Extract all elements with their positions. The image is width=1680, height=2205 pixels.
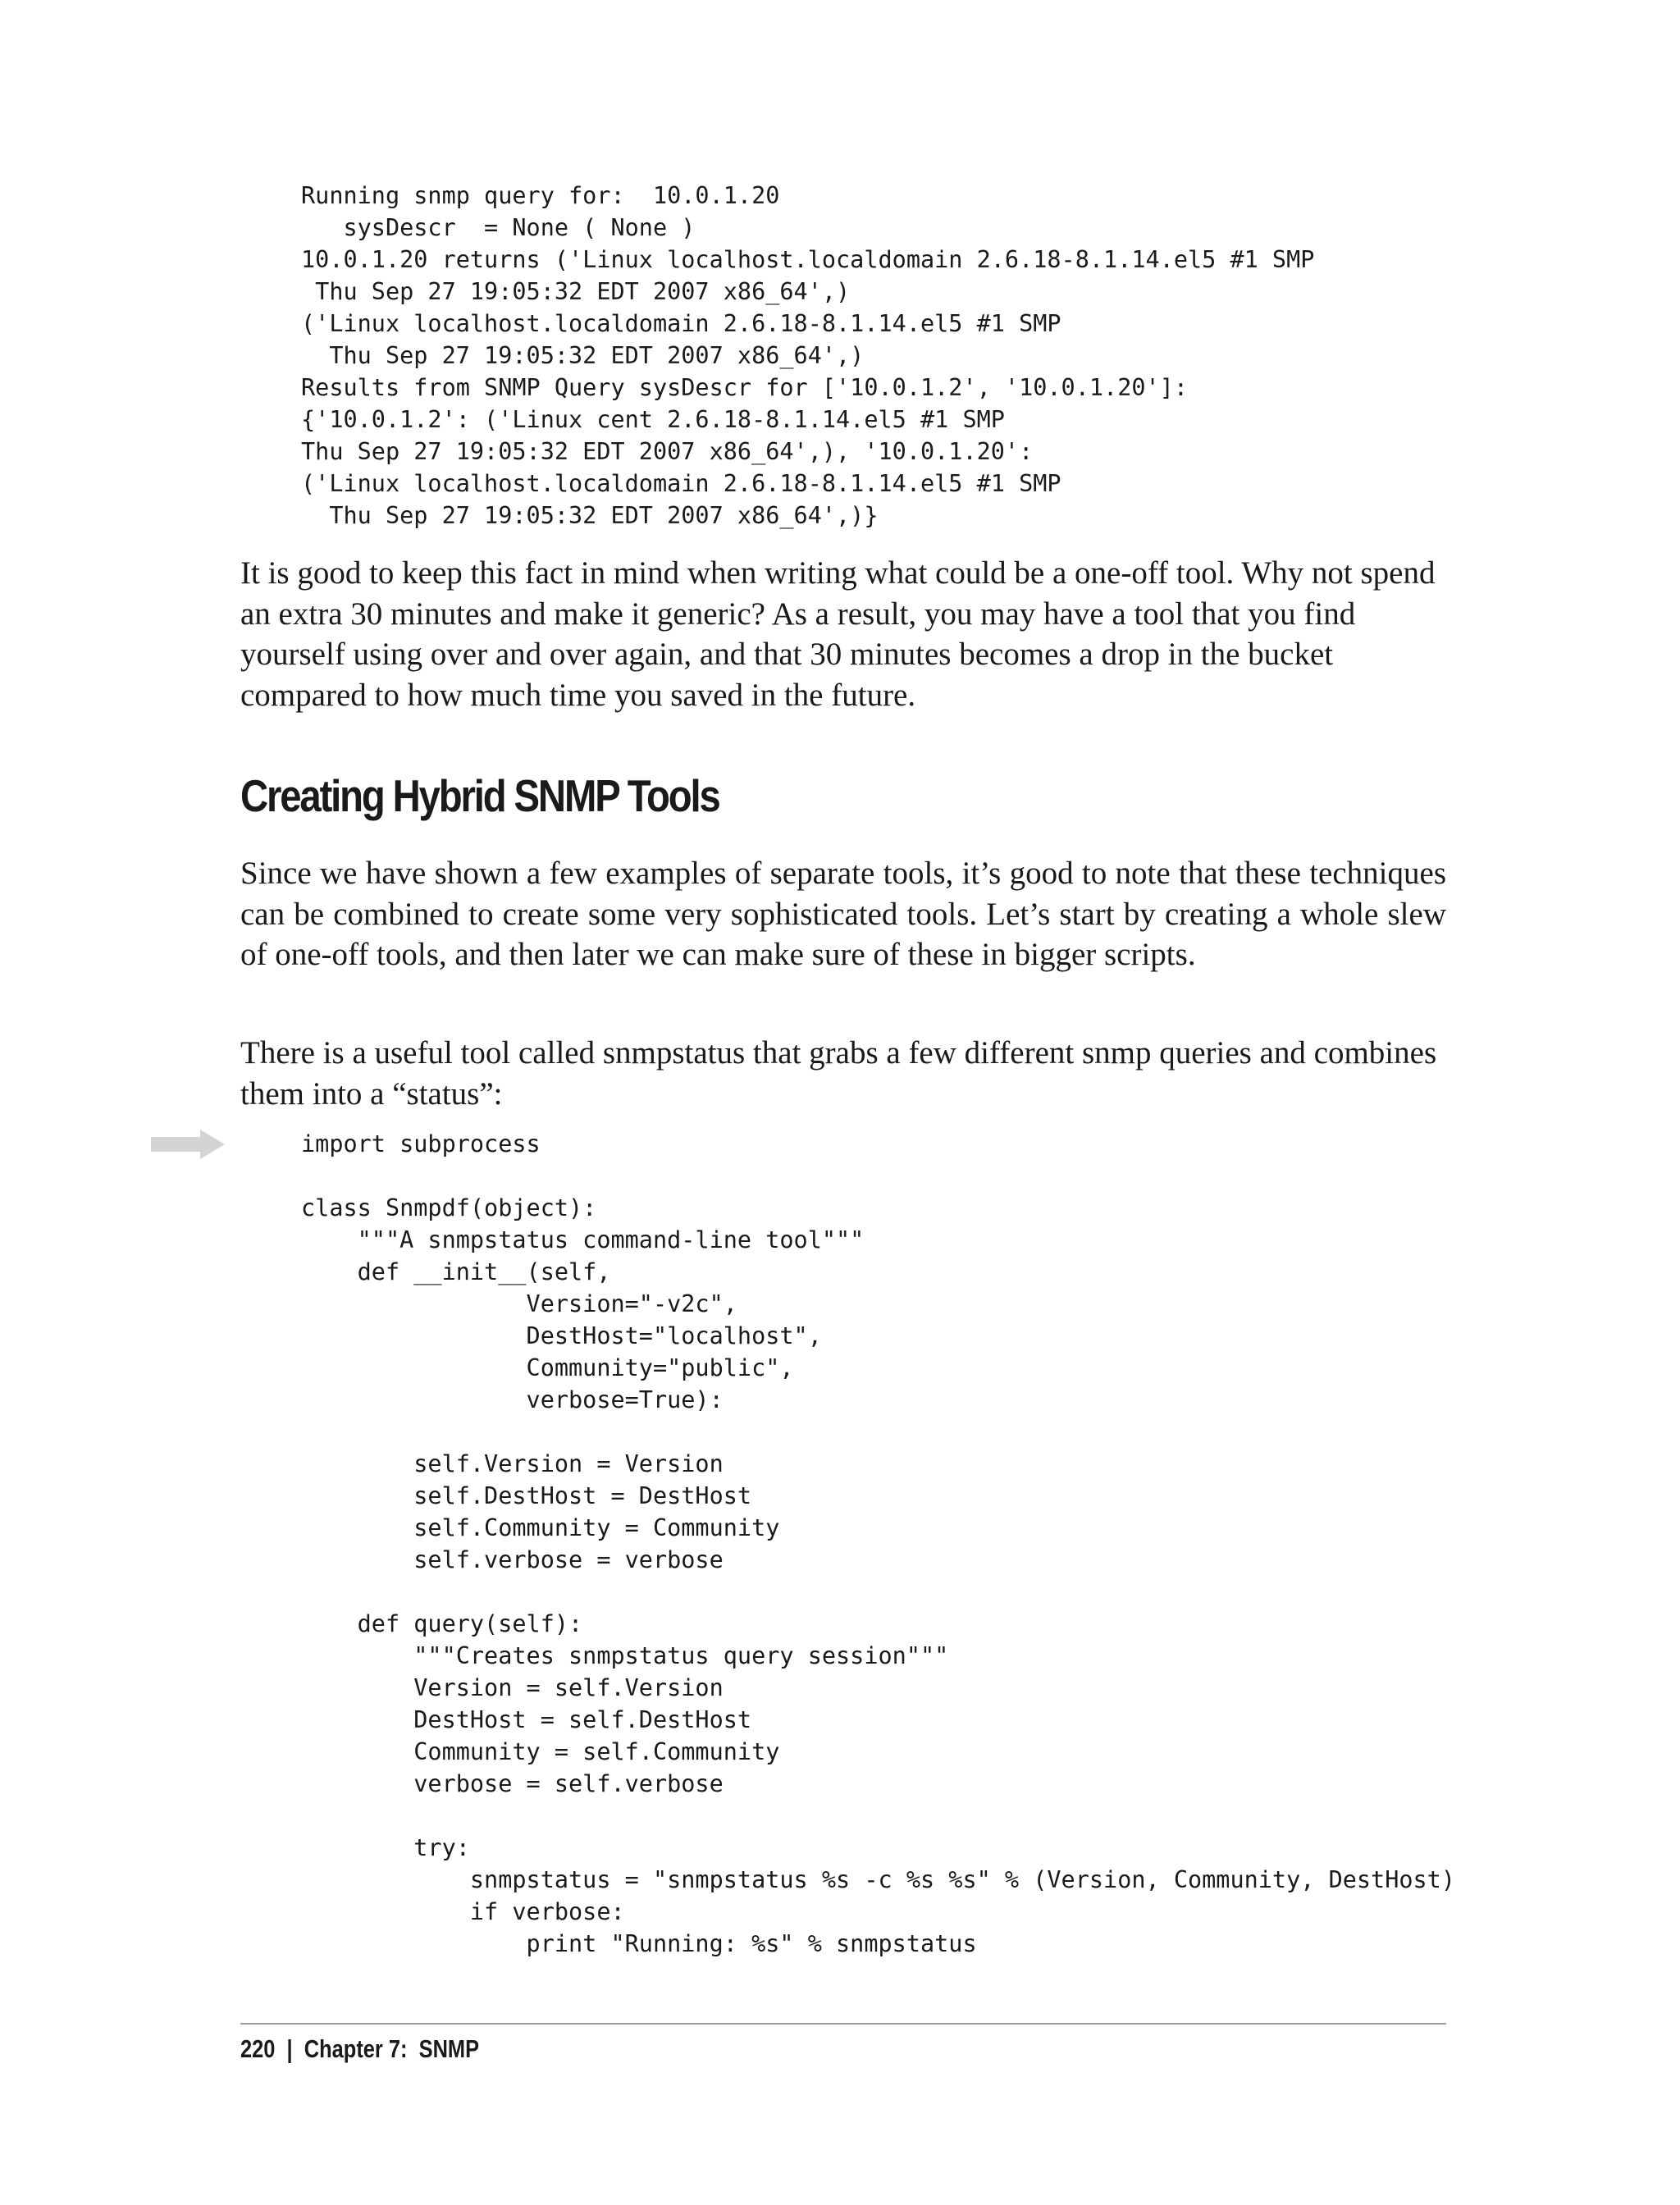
python-code-block: import subprocess class Snmpdf(object): """A snmpstatus command-line tool""" def __init__(self, Version="-v2c", DestHost="localhost", Community="public", verbose=True): self.Version = Version self.DestHost = DestHost self.Community = Community self.verbose = verbose def query(self): """Creates snmpstatus query session""" Version = self.Version DestHost = self.DestHost Community = self.Community verbose = self.verbose try: snmpstatus = "snmpstatus %s -c %s %s" % (Version, Community, DestHost) if verbose: print "Running: %s" % snmpstatus bbox=[301, 1130, 1455, 1957]
footer-divider bbox=[240, 2023, 1446, 2025]
paragraph-snmpstatus-intro: There is a useful tool called snmpstatus that grabs a few different snmp queries and combines them into a “status”: bbox=[240, 1035, 1437, 1112]
page-footer: 220 | Chapter 7: SNMP bbox=[240, 2034, 480, 2063]
paragraph-generic-tools: It is good to keep this fact in mind when writing what could be a one-off tool. Why not spend an extra 30 minutes and make it generic? As a result, you may have a tool that you find yourself using over and over again, and that 30 minutes becomes a drop in the bucket compared to how much time you saved in the future. bbox=[240, 555, 1436, 713]
paragraph-hybrid-intro: Since we have shown a few examples of separate tools, it’s good to note that these techniques can be combined to create some very sophisticated tools. Let’s start by creating a whole slew of one-off tools, and then later we can make sure of these in bigger scripts. bbox=[240, 856, 1446, 972]
output-code-block: Running snmp query for: 10.0.1.20 sysDescr = None ( None ) 10.0.1.20 returns ('Linux localhost.localdomain 2.6.18-8.1.14.el5 #1 SMP Thu Sep 27 19:05:32 EDT 2007 x86_64',) ('Linux localhost.localdomain 2.6.18-8.1.14.el5 #1 SMP Thu Sep 27 19:05:32 EDT 2007 x86_64',) Results from SNMP Query sysDescr for ['10.0.1.2', '10.0.1.20']: {'10.0.1.2': ('Linux cent 2.6.18-8.1.14.el5 #1 SMP Thu Sep 27 19:05:32 EDT 2007 x86_64',), '10.0.1.20': ('Linux localhost.localdomain 2.6.18-8.1.14.el5 #1 SMP Thu Sep 27 19:05:32 EDT 2007 x86_64',)} bbox=[301, 182, 1315, 529]
arrow-right-icon bbox=[151, 1130, 225, 1159]
section-heading: Creating Hybrid SNMP Tools bbox=[240, 770, 719, 821]
